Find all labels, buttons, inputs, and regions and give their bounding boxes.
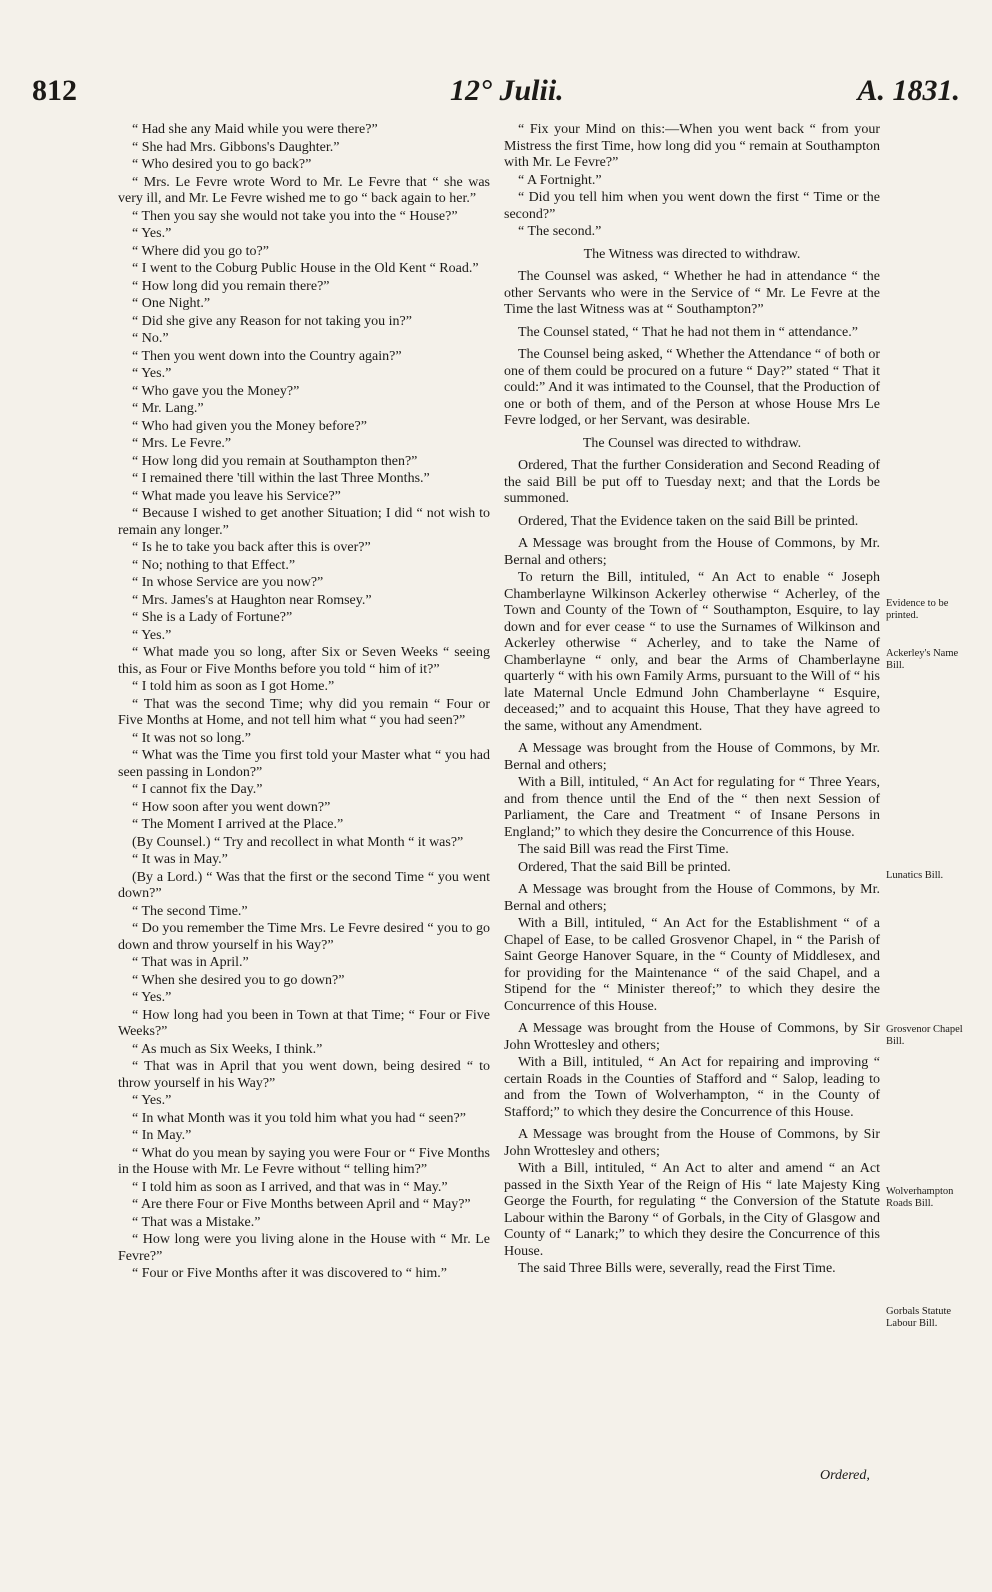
testimony-line: “ In May.” (132, 1128, 192, 1143)
message-paragraph: A Message was brought from the House of Commons, by Mr. Bernal and others; (504, 536, 880, 568)
testimony-line: (By a Lord.) “ Was that the first or the second Time “ you went down?” (118, 869, 490, 901)
testimony-line: “ Then you went down into the Country again?” (132, 348, 402, 364)
testimony-line: “ Mrs. Le Fevre.” (132, 436, 232, 451)
message-paragraph: A Message was brought from the House of Commons, by Mr. Bernal and others; (504, 882, 880, 914)
testimony-line: “ What do you mean by saying you were Four or “ Five Months in the House with Mr. Le Fevre without “ telling him?” (118, 1145, 490, 1177)
testimony-line: “ Four or Five Months after it was discovered to “ him.” (132, 1266, 447, 1281)
testimony-line: “ In whose Service are you now?” (132, 575, 324, 590)
bill-paragraph: To return the Bill, intituled, “ An Act to enable “ Joseph Chamberlayne Wilkinson Ackerley otherwise “ Acherley, of the Town and County of the Town of “ Southampton, Esquire, to lay down and for ever cease “ to use the Surnames of Wilkinson and Ackerley otherwise “ Acherley, and to take the Name of Chamberlayne “ only, and bear the Arms of Chamberlayne quarterly “ with his own Family Arms, pursuant to the Will of “ his late Maternal Uncle Edmund John Chamberlayne “ Esquire, deceased;” and to acquaint this House, That they have agreed to the same, without any Amendment. (504, 570, 880, 734)
bill-paragraph: With a Bill, intituled, “ An Act for regulating for “ Three Years, and from thence until the End of the “ then next Session of Parliament, the Care and Treatment “ of Insane Persons in England;” to which they desire the Concurrence of this House. (504, 775, 880, 840)
testimony-line: “ Did you tell him when you went down the first “ Time or the second?” (504, 190, 880, 222)
testimony-line: “ In what Month was it you told him what you had “ seen?” (132, 1110, 466, 1126)
testimony-line: “ Because I wished to get another Situation; I did “ not wish to remain any longer.” (118, 506, 490, 538)
page-date: 12° Julii. (450, 74, 564, 107)
margin-note-wolverhampton: Wolverhampton Roads Bill. (886, 1186, 954, 1209)
withdraw-note: The Counsel was directed to withdraw. (582, 435, 802, 451)
right-column (504, 122, 880, 1279)
testimony-line: “ What was the Time you first told your Master what “ you had seen passing in London?” (118, 748, 490, 780)
reading-note: The said Three Bills were, severally, read the First Time. (518, 1261, 836, 1276)
bill-paragraph: With a Bill, intituled, “ An Act for repairing and improving “ certain Roads in the Counties of Stafford and “ Salop, leading to and from the Town of Wolverhampton, “ in the County of Stafford;” to which they desire the Concurrence of this House. (504, 1055, 880, 1120)
testimony-line: “ Yes.” (132, 627, 172, 643)
testimony-line: “ That was in April that you went down, being desired “ to throw yourself in his Way?” (118, 1059, 490, 1091)
testimony-line: “ That was in April.” (132, 955, 249, 970)
testimony-line: “ I remained there 'till within the last Three Months.” (132, 471, 430, 486)
testimony-line: “ Who desired you to go back?” (132, 157, 312, 172)
testimony-line: “ It was not so long.” (132, 730, 251, 746)
testimony-line: “ The second.” (518, 224, 602, 239)
testimony-line: “ How long did you remain there?” (132, 278, 330, 294)
testimony-line: “ I told him as soon as I arrived, and that was in “ May.” (132, 1179, 448, 1195)
bill-paragraph: With a Bill, intituled, “ An Act for the Establishment “ of a Chapel of Ease, to be called Grosvenor Chapel, in “ the Parish of Saint George Hanover Square, in the “ County of Middlesex, and for providing for the Maintenance “ of the said Chapel, and a Stipend for the “ Minister thereof;” to which they desire the Concurrence of this House. (504, 916, 880, 1014)
testimony-line: “ What made you leave his Service?” (132, 488, 341, 504)
testimony-line: “ I told him as soon as I got Home.” (132, 679, 335, 694)
proceeding-paragraph: The Counsel being asked, “ Whether the Attendance “ of both or one of them could be procured on a future “ Day?” stated “ That it could:” And it was intimated to the Counsel, that the Production of one or both of them, and of the Person at whose House Mrs Le Fevre lodged, or her Servant, was desirable. (504, 347, 880, 428)
margin-note-ackerley: Ackerley's Name Bill. (886, 648, 959, 671)
testimony-line: “ Who had given you the Money before?” (132, 418, 367, 434)
testimony-line: “ Are there Four or Five Months between April and “ May?” (132, 1197, 471, 1212)
margin-note-gorbals: Gorbals Statute Labour Bill. (886, 1306, 952, 1329)
testimony-line: “ Yes.” (132, 226, 172, 241)
testimony-line: “ How long did you remain at Southampton then?” (132, 453, 418, 469)
testimony-line: “ Yes.” (132, 990, 172, 1005)
proceeding-paragraph: The Counsel was asked, “ Whether he had in attendance “ the other Servants who were in the Service of “ Mr. Le Fevre at the Time the last Witness was at “ Southampton?” (504, 269, 880, 317)
page-number: 812 (32, 74, 77, 107)
testimony-line: “ How long had you been in Town at that Time; “ Four or Five Weeks?” (118, 1007, 490, 1039)
testimony-line: “ Did she give any Reason for not taking you in?” (132, 313, 412, 329)
testimony-line: “ Do you remember the Time Mrs. Le Fevre desired “ you to go down and throw yourself in his Way?” (118, 921, 490, 953)
testimony-line: “ Mrs. Le Fevre wrote Word to Mr. Le Fevre that “ she was very ill, and Mr. Le Fevre wished me to go “ back again to her.” (118, 174, 490, 206)
testimony-line: “ Fix your Mind on this:—When you went back “ from your Mistress the first Time, how long did you “ remain at Southampton with Mr. Le Fevre?” (504, 122, 880, 170)
bill-paragraph: With a Bill, intituled, “ An Act to alter and amend “ an Act passed in the Sixth Year of the Reign of His “ late Majesty King George the Fourth, for regulating “ the Conversion of the Statute Labour within the Barony “ of Gorbals, in the City of Glasgow and County of “ Lanark;” to which they desire the Concurrence of this House. (504, 1161, 880, 1259)
testimony-line: “ Then you say she would not take you into the “ House?” (132, 208, 458, 224)
testimony-line: “ No; nothing to that Effect.” (132, 557, 296, 573)
proceeding-paragraph: The Counsel stated, “ That he had not them in “ attendance.” (518, 324, 858, 340)
testimony-line: “ What made you so long, after Six or Seven Weeks “ seeing this, as Four or Five Months before you told “ him of it?” (118, 645, 490, 677)
testimony-line: “ The second Time.” (132, 903, 248, 919)
testimony-line: “ Yes.” (132, 366, 172, 381)
testimony-line: “ She is a Lady of Fortune?” (132, 610, 293, 625)
order-paragraph: Ordered, That the Evidence taken on the said Bill be printed. (518, 513, 859, 529)
testimony-line: “ I went to the Coburg Public House in the Old Kent “ Road.” (132, 261, 479, 276)
testimony-line: “ Yes.” (132, 1093, 172, 1108)
testimony-line: “ It was in May.” (132, 852, 228, 867)
testimony-line: “ How soon after you went down?” (132, 799, 331, 815)
testimony-line: “ As much as Six Weeks, I think.” (132, 1041, 323, 1057)
catchword: Ordered, (820, 1468, 870, 1483)
reading-note: The said Bill was read the First Time. (518, 842, 729, 857)
page-year: A. 1831. (857, 74, 960, 107)
message-paragraph: A Message was brought from the House of Commons, by Sir John Wrottesley and others; (504, 1021, 880, 1053)
message-paragraph: A Message was brought from the House of Commons, by Mr. Bernal and others; (504, 741, 880, 773)
testimony-line: “ When she desired you to go down?” (132, 972, 345, 988)
testimony-line: “ I cannot fix the Day.” (132, 782, 263, 797)
testimony-line: “ A Fortnight.” (518, 172, 602, 188)
margin-note-evidence: Evidence to be printed. (886, 598, 949, 621)
left-column (118, 122, 490, 1284)
page-header (30, 74, 962, 114)
margin-note-grosvenor: Grosvenor Chapel Bill. (886, 1024, 963, 1047)
margin-note-lunatics: Lunatics Bill. (886, 870, 944, 881)
testimony-line: “ That was a Mistake.” (132, 1214, 261, 1230)
testimony-line: “ Mrs. James's at Haughton near Romsey.” (132, 592, 372, 608)
testimony-line: “ She had Mrs. Gibbons's Daughter.” (132, 139, 340, 155)
testimony-line: “ Mr. Lang.” (132, 401, 204, 416)
testimony-line: “ Where did you go to?” (132, 243, 269, 259)
order-paragraph: Ordered, That the said Bill be printed. (518, 859, 731, 875)
message-paragraph: A Message was brought from the House of Commons, by Sir John Wrottesley and others; (504, 1127, 880, 1159)
testimony-line: (By Counsel.) “ Try and recollect in what Month “ it was?” (132, 834, 464, 850)
testimony-line: “ Is he to take you back after this is over?” (132, 540, 371, 555)
withdraw-note: The Witness was directed to withdraw. (583, 246, 801, 262)
testimony-line: “ The Moment I arrived at the Place.” (132, 817, 344, 832)
order-paragraph: Ordered, That the further Consideration and Second Reading of the said Bill be put off to Tuesday next; and that the Lords be summoned. (504, 458, 880, 506)
testimony-line: “ One Night.” (132, 296, 211, 311)
testimony-line: “ That was the second Time; why did you remain “ Four or Five Months at Home, and not tell him what “ you had seen?” (118, 696, 490, 728)
testimony-line: “ No.” (132, 331, 169, 346)
testimony-line: “ How long were you living alone in the House with “ Mr. Le Fevre?” (118, 1232, 490, 1264)
testimony-line: “ Had she any Maid while you were there?” (132, 122, 378, 137)
testimony-line: “ Who gave you the Money?” (132, 383, 300, 399)
